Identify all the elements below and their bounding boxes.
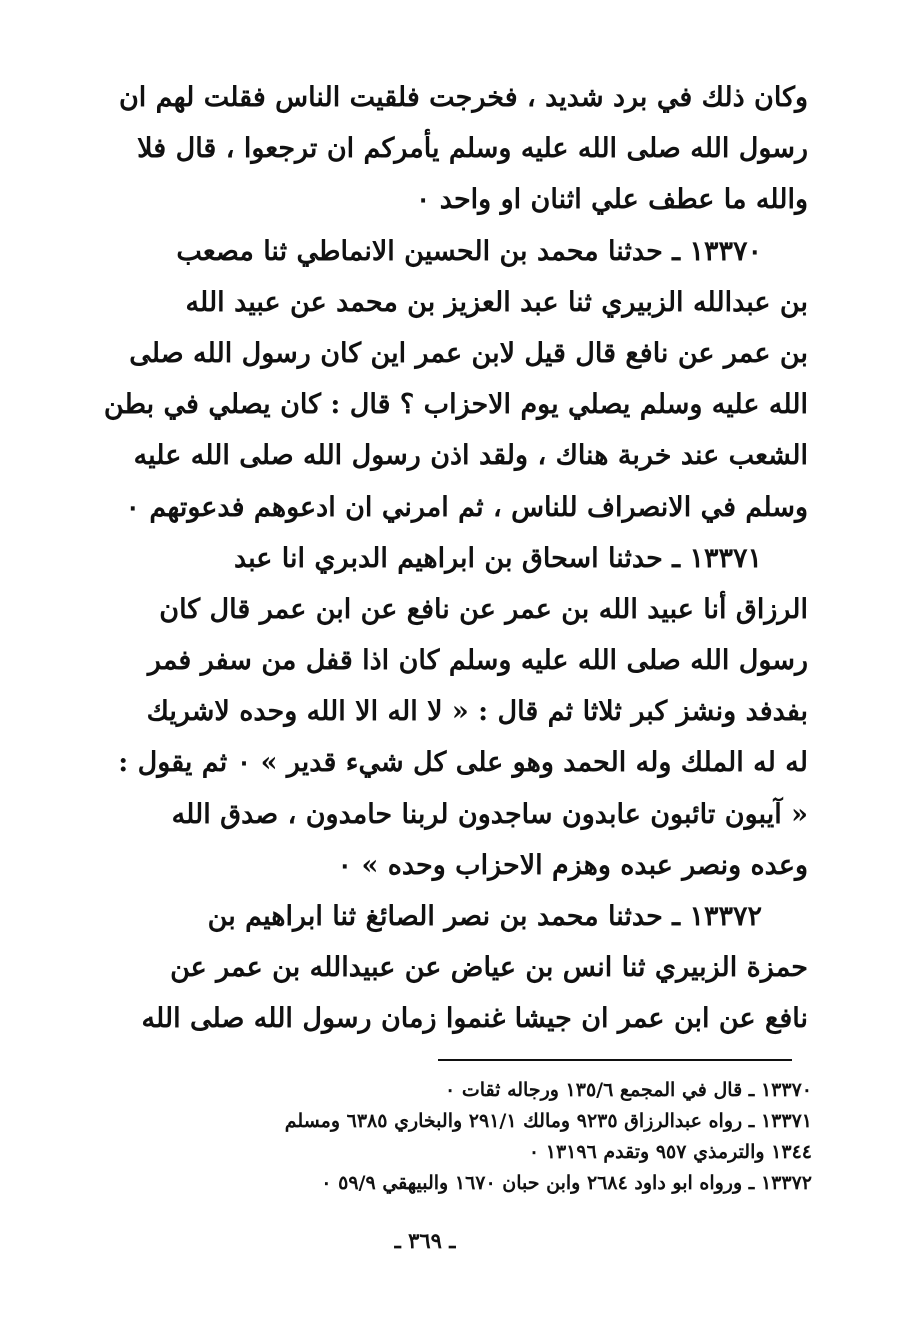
- footnote-line: ١٣٣٧١ ـ رواه عبدالرزاق ٩٢٣٥ ومالك ٢٩١/١ والبخاري ٦٣٨٥ ومسلم: [284, 1110, 812, 1132]
- text-line: بن عمر عن نافع قال قيل لابن عمر اين كان رسول الله صلى: [129, 337, 808, 369]
- footnote-line: ١٣٤٤ والترمذي ٩٥٧ وتقدم ١٣١٩٦ ٠: [528, 1141, 812, 1163]
- text-line: « آيبون تائبون عابدون ساجدون لربنا حامدون ، صدق الله: [171, 798, 808, 830]
- footnotes: [84, 1075, 812, 1199]
- text-line: وعده ونصر عبده وهزم الاحزاب وحده » ٠: [337, 849, 808, 881]
- page-number: ـ ٣٦٩ ـ: [394, 1228, 456, 1253]
- footnote-line: ١٣٣٧٢ ـ ورواه ابو داود ٢٦٨٤ وابن حبان ١٦٧٠ والبيهقي ٥٩/٩ ٠: [321, 1172, 812, 1194]
- text-line: رسول الله صلى الله عليه وسلم كان اذا قفل من سفر فمر: [147, 645, 808, 677]
- text-line: بن عبدالله الزبيري ثنا عبد العزيز بن محمد عن عبيد الله: [185, 286, 808, 318]
- footnote-line: ١٣٣٧٠ ـ قال في المجمع ١٣٥/٦ ورجاله ثقات ٠: [445, 1079, 812, 1101]
- text-line: نافع عن ابن عمر ان جيشا غنموا زمان رسول الله صلى الله: [141, 1003, 808, 1035]
- hadith-heading-13370: ١٣٣٧٠ ـ حدثنا محمد بن الحسين الانماطي ثنا مصعب: [176, 235, 762, 267]
- text-line: بفدفد ونشز كبر ثلاثا ثم قال : « لا اله الا الله وحده لاشريك: [146, 696, 808, 728]
- hadith-heading-13371: ١٣٣٧١ ـ حدثنا اسحاق بن ابراهيم الدبري انا عبد: [233, 542, 762, 574]
- main-text: [90, 72, 808, 1045]
- text-line: وكان ذلك في برد شديد ، فخرجت فلقيت الناس فقلت لهم ان: [118, 82, 808, 113]
- hadith-heading-13372: ١٣٣٧٢ ـ حدثنا محمد بن نصر الصائغ ثنا ابراهيم بن: [207, 901, 762, 932]
- text-line: الله عليه وسلم يصلي يوم الاحزاب ؟ قال : كان يصلي في بطن: [103, 389, 808, 421]
- text-line: حمزة الزبيري ثنا انس بن عياض عن عبيدالله بن عمر عن: [170, 952, 808, 984]
- text-line: الرزاق أنا عبيد الله بن عمر عن نافع عن ابن عمر قال كان: [159, 593, 808, 625]
- text-line: وسلم في الانصراف للناس ، ثم امرني ان ادعوهم فدعوتهم ٠: [125, 491, 808, 523]
- text-line: رسول الله صلى الله عليه وسلم يأمركم ان ترجعوا ، قال فلا: [137, 133, 808, 165]
- text-line: له له الملك وله الحمد وهو على كل شيء قدير » ٠ ثم يقول :: [118, 747, 808, 779]
- text-line: والله ما عطف علي اثنان او واحد ٠: [415, 184, 808, 216]
- text-line: الشعب عند خربة هناك ، ولقد اذن رسول الله صلى الله عليه: [133, 440, 808, 472]
- footnote-separator: [438, 1059, 792, 1061]
